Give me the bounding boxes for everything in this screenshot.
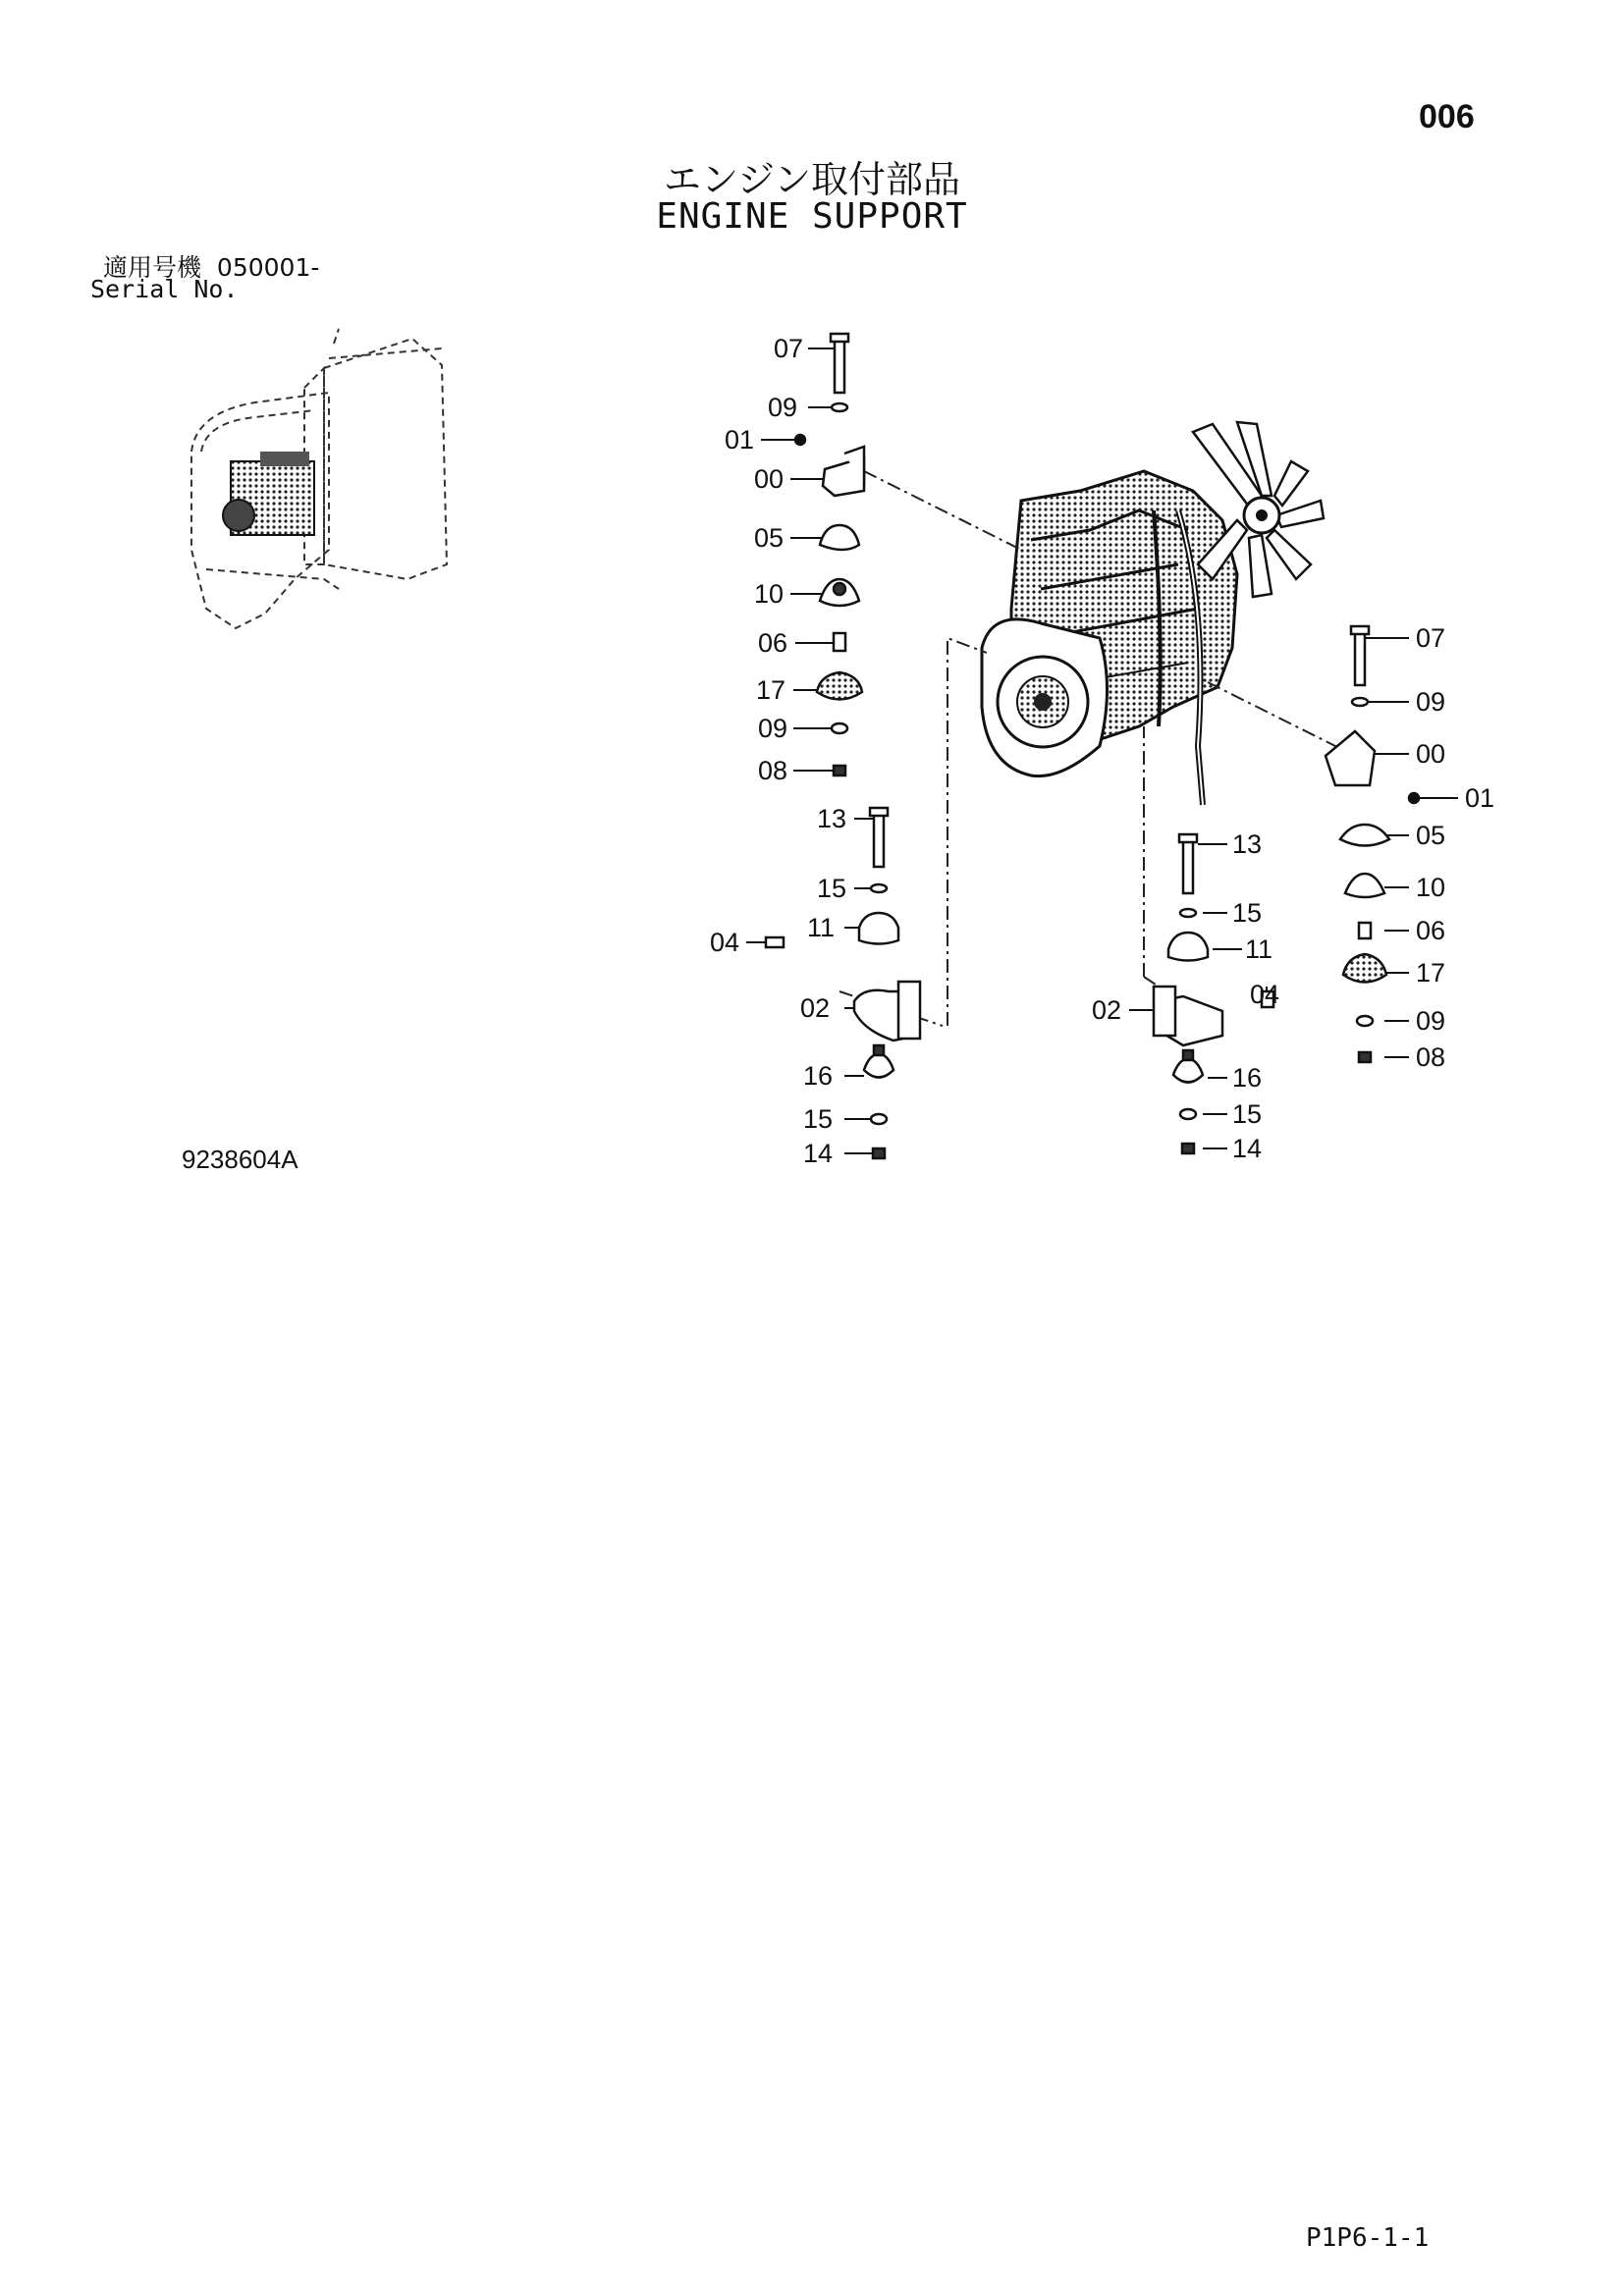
callout-13-right-front: 13 bbox=[1232, 829, 1263, 859]
callout-16-right-front: 16 bbox=[1232, 1063, 1263, 1093]
callout-14-left-front: 14 bbox=[803, 1139, 834, 1168]
callout-01-left: 01 bbox=[725, 425, 755, 454]
serial-label-en: Serial No. bbox=[90, 275, 239, 303]
callout-08-right: 08 bbox=[1416, 1042, 1446, 1072]
callout-08-left: 08 bbox=[758, 756, 788, 785]
callout-15-right-front-top: 15 bbox=[1232, 898, 1263, 928]
page-code: P1P6-1-1 bbox=[1306, 2223, 1430, 2253]
title-japanese: エンジン取付部品 bbox=[663, 158, 961, 201]
callout-06-left: 06 bbox=[758, 628, 788, 658]
callout-10-right: 10 bbox=[1416, 873, 1446, 902]
serial-value: 050001- bbox=[216, 253, 320, 282]
callout-09-left-top: 09 bbox=[768, 393, 798, 422]
callout-09-right-top: 09 bbox=[1416, 687, 1446, 717]
callout-06-right: 06 bbox=[1416, 916, 1446, 945]
serial-label-jp: 適用号機 bbox=[103, 253, 202, 282]
callout-17-left: 17 bbox=[756, 675, 786, 705]
callout-04-right-front: 04 bbox=[1250, 980, 1280, 1009]
callout-05-left: 05 bbox=[754, 523, 785, 553]
callout-10-left: 10 bbox=[754, 579, 785, 609]
callout-11-right-front: 11 bbox=[1245, 934, 1273, 964]
callout-02-right-front: 02 bbox=[1092, 995, 1122, 1025]
callout-15-right-front-bottom: 15 bbox=[1232, 1099, 1263, 1129]
callout-16-left-front: 16 bbox=[803, 1061, 834, 1091]
left-front-mount-parts bbox=[766, 808, 920, 1158]
callout-07-left: 07 bbox=[774, 334, 804, 363]
callout-15-left-front-top: 15 bbox=[817, 874, 847, 903]
page-number: 006 bbox=[1419, 98, 1475, 135]
callout-00-left: 00 bbox=[754, 464, 785, 494]
right-rear-mount-parts bbox=[1326, 626, 1419, 1062]
callout-01-right: 01 bbox=[1465, 783, 1495, 813]
left-rear-mount-parts bbox=[795, 334, 864, 775]
callout-07-right: 07 bbox=[1416, 623, 1446, 653]
callout-11-left-front: 11 bbox=[807, 913, 836, 942]
callout-labels bbox=[710, 334, 1494, 1168]
callout-05-right: 05 bbox=[1416, 821, 1446, 850]
callout-04-left-front: 04 bbox=[710, 928, 740, 957]
callout-14-right-front: 14 bbox=[1232, 1134, 1263, 1163]
callout-13-left-front: 13 bbox=[817, 804, 847, 833]
engine-locator-icon bbox=[223, 452, 314, 535]
callout-15-left-front-bottom: 15 bbox=[803, 1104, 834, 1134]
callout-02-left-front: 02 bbox=[800, 993, 831, 1023]
callout-09-left-bottom: 09 bbox=[758, 714, 788, 743]
callout-17-right: 17 bbox=[1416, 958, 1446, 988]
engine-illustration-icon bbox=[982, 422, 1324, 805]
title-english: ENGINE SUPPORT bbox=[656, 196, 968, 237]
callout-00-right: 00 bbox=[1416, 739, 1446, 769]
diagram-id: 9238604A bbox=[182, 1145, 298, 1174]
callout-09-right-bottom: 09 bbox=[1416, 1006, 1446, 1036]
